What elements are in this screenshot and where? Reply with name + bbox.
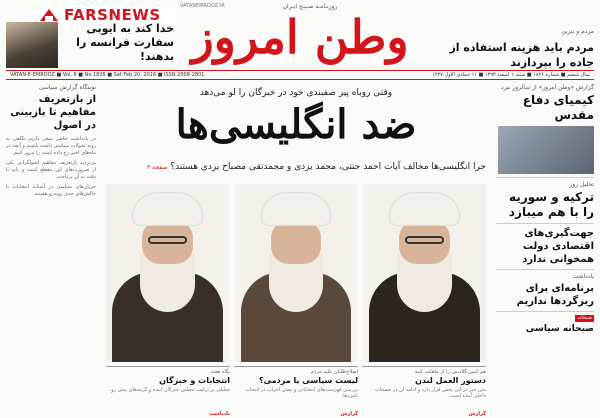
story-headline: لیست سیاسی یا مردمی؟: [258, 376, 358, 385]
left-body: [6, 136, 96, 418]
right-headline-4[interactable]: برنامه‌ای برای ریزگردها نداریم: [516, 283, 594, 307]
story-box[interactable]: [362, 366, 486, 417]
right-headline-3[interactable]: جهت‌گیری‌های اقتصادی دولت همخوانی ندارد: [522, 228, 594, 265]
main-lead-tag[interactable]: صفحه ۳: [146, 164, 168, 171]
right-footer-tag: صبحانه: [577, 315, 592, 321]
story-headline: انتخابات و خبرگان: [159, 376, 230, 385]
left-column: [6, 84, 96, 414]
divider: [496, 177, 594, 178]
left-paragraph: جریان‌های سیاسی در آستانه انتخابات با چالش‌های جدی روبه‌رو هستند.: [6, 184, 96, 197]
portrait-photo: [106, 184, 229, 362]
left-paragraph: در یادداشت حاضر سعی داریم نگاهی به روند تحولات سیاسی داشته باشیم و آنچه در ماه‌های اخیر رخ داده است را مرور کنیم.: [6, 136, 96, 156]
masthead-tagline: روزنـامـه صـبـح ایـران: [282, 3, 338, 10]
right-footer-title[interactable]: صبحانه سیاسی: [525, 324, 594, 334]
main-lead-text: جرا انگلیسی‌ها مخالف آیات احمد جنتی، محمد یزدی و محمدتقی مصباح یزدی هستند؟: [170, 162, 486, 172]
main-headline[interactable]: ضد انگلیسی‌ها: [175, 101, 417, 148]
portrait-photo: [235, 184, 358, 362]
story-link[interactable]: گزارش: [340, 411, 358, 417]
right-kicker: گزارش «وطن امروز» از سالروز نبرد: [501, 84, 594, 91]
issue-info-persian: سال ششم ■ شماره ۱۸۲۶ ■ شنبه ۱ اسفند ۱۳۹۴ ■ ۱۱ جمادی الاول ۱۴۳۷: [432, 72, 590, 78]
main-subhead: وقتی روباه پیر صفبندی خود در خبرگان را لو می‌دهد: [199, 88, 393, 98]
right-kicker: یادداشت: [572, 273, 594, 280]
right-photo: [498, 126, 594, 174]
story-text: متن خبر در این بخش قرار دارد و ادامه آن در صفحات داخلی آمده است.: [375, 387, 486, 399]
story-kicker: نگاه هفته: [210, 369, 230, 375]
story-text: تحلیلی بر ترکیب مجلس خبرگان آینده و گزینه‌های پیش رو.: [109, 387, 230, 393]
divider: [496, 311, 594, 312]
teaser-photo: [6, 22, 58, 68]
masthead-title: وطن امروز: [191, 10, 409, 64]
left-kicker: نوبنگاه گزارش سیاسی: [38, 84, 96, 91]
left-headline[interactable]: از بازتعریف مفاهیم تا بازبینی در اصول: [10, 94, 96, 131]
teaser-headline: مردم باید هزینه استفاده از جاده را بپردازند: [449, 41, 594, 69]
right-column: [496, 84, 594, 414]
top-left-teaser[interactable]: [6, 22, 174, 68]
story-kicker: اصلاح‌طلبان علیه مردم: [311, 369, 358, 375]
farsnews-logo-icon: [38, 7, 60, 23]
portrait-row: [106, 184, 486, 362]
story-link[interactable]: گزارش: [468, 411, 486, 417]
teaser-kicker: مردم و بنزین: [561, 28, 594, 35]
right-kicker: تحلیل روز: [569, 181, 594, 188]
divider: [496, 223, 594, 224]
bottom-stories: [106, 366, 486, 417]
main-lead: [106, 162, 486, 172]
teaser-headline: خدا کند به ایوبی سفارت فرانسه را بدهند!: [76, 22, 174, 63]
farsnews-text: FARSNEWS: [64, 6, 161, 24]
right-headline-2[interactable]: ترکیه و سوریه را با هم میبازد: [508, 190, 594, 219]
story-link[interactable]: یادداشت: [209, 411, 230, 417]
story-box[interactable]: [234, 366, 358, 417]
portrait-photo: [363, 184, 486, 362]
right-headline-1[interactable]: کیمیای دفاع مقدس: [522, 93, 594, 122]
masthead-url: VATANEMROOZ.IR: [180, 3, 225, 9]
divider: [496, 269, 594, 270]
top-right-teaser[interactable]: [428, 24, 594, 70]
story-text: بررسی فهرست‌های انتخاباتی و نقش احزاب در انتخاب نامزدها.: [245, 387, 358, 399]
left-paragraph: بی‌تردید بازتعریف مفاهیم اصولگرایی یکی از ضرورت‌های این مقطع است و باید با دقت به آن پرداخت.: [6, 160, 96, 180]
issue-info-line: [6, 70, 594, 80]
story-box[interactable]: [106, 366, 230, 417]
story-headline: دستور العمل لندن: [415, 376, 486, 385]
story-kicker: هم کیس گلادیس را از ماهکت کنید: [414, 369, 486, 375]
main-story: [100, 84, 492, 417]
issue-info-english: VATAN-E-EMROOZ ■ Vol. 6 ■ No 1826 ■ Sat Feb 20. 2016 ■ ISSN 2008-2801: [10, 72, 205, 78]
